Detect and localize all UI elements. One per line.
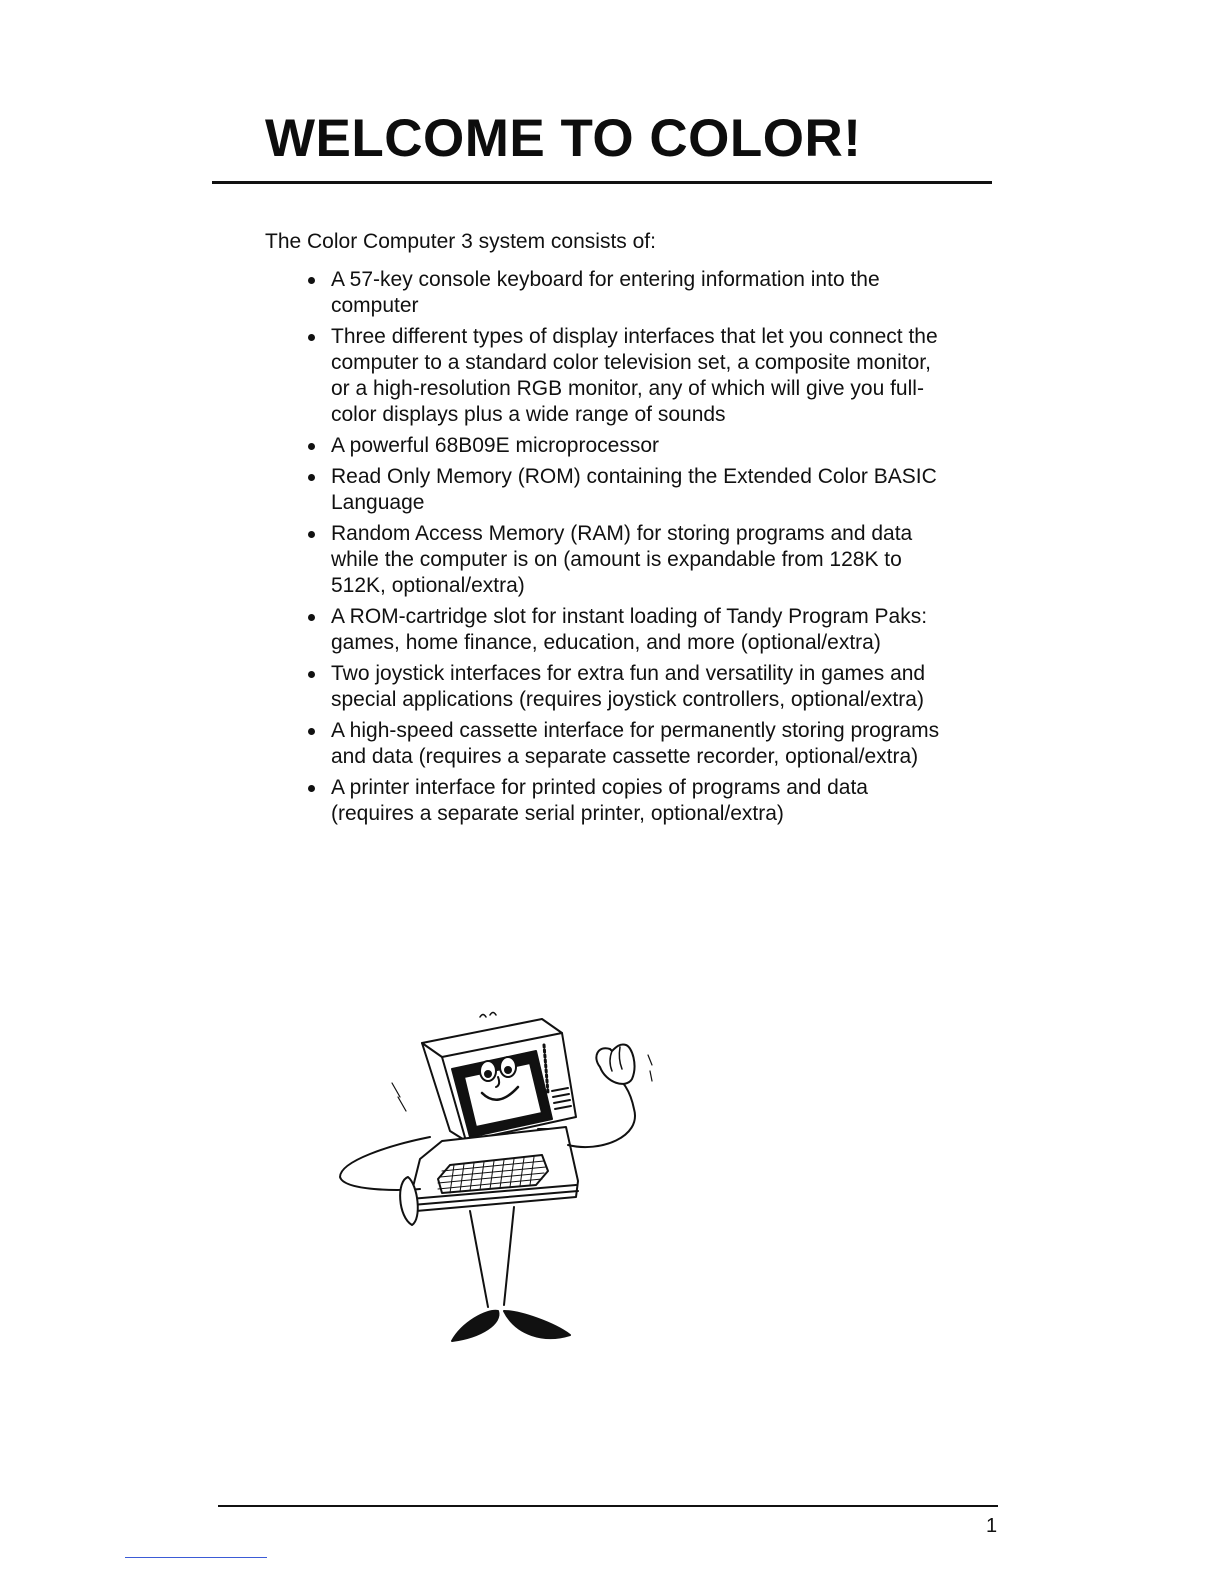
page-number: 1 bbox=[986, 1515, 998, 1537]
list-item-text: A printer interface for printed copies of programs and data (requires a separate serial printer, optional/extra) bbox=[331, 776, 868, 825]
bullet-icon bbox=[308, 474, 315, 481]
list-item bbox=[303, 775, 943, 827]
list-item bbox=[303, 718, 943, 770]
list-item bbox=[303, 267, 943, 319]
list-item bbox=[303, 604, 943, 656]
link-underline bbox=[125, 1557, 267, 1558]
list-item-text: Two joystick interfaces for extra fun and versatility in games and special applications (requires joystick controllers, optional/extra) bbox=[331, 662, 926, 711]
list-item-text: A powerful 68B09E microprocessor bbox=[331, 434, 659, 457]
list-item bbox=[303, 433, 943, 459]
bullet-icon bbox=[308, 531, 315, 538]
intro-paragraph: The Color Computer 3 system consists of: bbox=[265, 230, 656, 253]
bullet-icon bbox=[308, 614, 315, 621]
list-item-text: A high-speed cassette interface for permanently storing programs and data (requires a separate cassette recorder, optional/extra) bbox=[331, 719, 940, 768]
bullet-icon bbox=[308, 728, 315, 735]
bullet-icon bbox=[308, 671, 315, 678]
title-divider bbox=[212, 181, 992, 184]
list-item bbox=[303, 464, 943, 516]
list-item-text: Three different types of display interfaces that let you connect the computer to a standard color television set, a composite monitor, or a high-resolution RGB monitor, any of which will give you full-color displays plus a wide range of sounds bbox=[331, 325, 938, 426]
footer-divider bbox=[218, 1505, 998, 1507]
list-item-text: Random Access Memory (RAM) for storing programs and data while the computer is on (amount is expandable from 128K to 512K, optional/extra) bbox=[331, 522, 913, 597]
page-title: WELCOME TO COLOR! bbox=[265, 109, 862, 168]
feature-list bbox=[303, 267, 943, 832]
bullet-icon bbox=[308, 785, 315, 792]
list-item-text: A 57-key console keyboard for entering information into the computer bbox=[331, 268, 880, 317]
list-item bbox=[303, 661, 943, 713]
list-item-text: Read Only Memory (ROM) containing the Extended Color BASIC Language bbox=[331, 465, 937, 514]
waving-computer-mascot-icon bbox=[330, 1005, 670, 1355]
bullet-icon bbox=[308, 277, 315, 284]
list-item-text: A ROM-cartridge slot for instant loading of Tandy Program Paks: games, home finance, education, and more (optional/extra) bbox=[331, 605, 928, 654]
list-item bbox=[303, 324, 943, 428]
list-item bbox=[303, 521, 943, 599]
bullet-icon bbox=[308, 334, 315, 341]
bullet-icon bbox=[308, 443, 315, 450]
